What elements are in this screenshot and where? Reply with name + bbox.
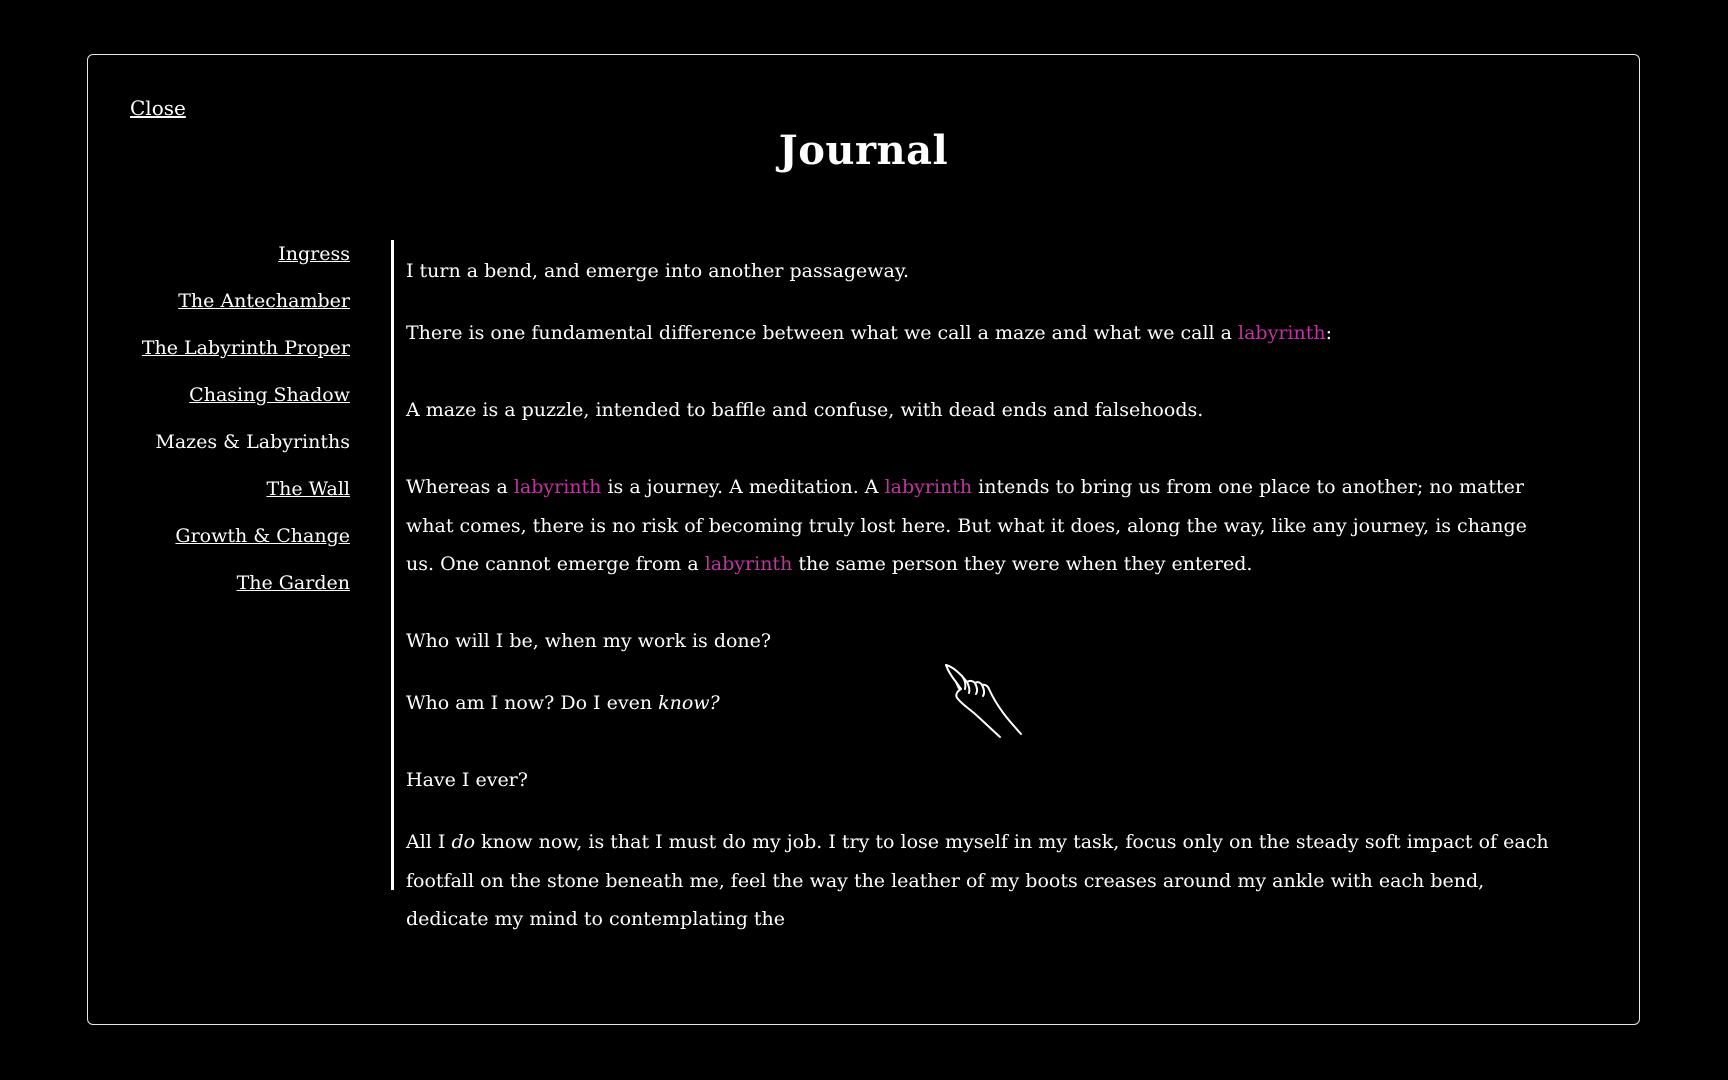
journal-dialog [87,54,1640,1025]
keyword-labyrinth: labyrinth [513,476,602,498]
chapter-nav [88,242,350,618]
chapter-link-ingress[interactable]: Ingress [278,243,350,265]
emphasis: do [451,831,476,853]
journal-paragraph: Who will I be, when my work is done? [406,630,772,652]
journal-entry-text[interactable] [406,240,1556,930]
chapter-link-the-wall[interactable]: The Wall [266,478,350,500]
close-link[interactable]: Close [130,96,186,120]
journal-paragraph: Have I ever? [406,769,528,791]
keyword-labyrinth: labyrinth [884,476,973,498]
keyword-labyrinth: labyrinth [1238,322,1326,344]
chapter-current-mazes-labyrinths: Mazes & Labyrinths [155,431,350,453]
journal-paragraph: A maze is a puzzle, intended to baffle and confuse, with dead ends and falsehoods. [406,399,1204,421]
journal-title: Journal [778,127,949,174]
journal-paragraph: All I do know now, is that I must do my job. I try to lose myself in my task, focus only on the steady soft impact of each footfall on the stone beneath me, feel the way the leather of my boots creases around my ankle with each bend, dedicate my mind to contemplating the [406,831,1549,930]
journal-paragraph: Who am I now? Do I even know? [406,692,720,714]
hand-pointer-icon [943,662,1025,742]
chapter-link-the-garden[interactable]: The Garden [236,572,350,594]
chapter-link-growth-change[interactable]: Growth & Change [175,525,350,547]
emphasis: know? [658,692,720,714]
chapter-link-chasing-shadow[interactable]: Chasing Shadow [189,384,350,406]
journal-paragraph: There is one fundamental difference between what we call a maze and what we call a labyrinth: [406,322,1333,344]
journal-paragraph: Whereas a labyrinth is a journey. A meditation. A labyrinth intends to bring us from one place to another; no matter what comes, there is no risk of becoming truly lost here. But what it does, along the way, like any journey, is change us. One cannot emerge from a labyrinth the same person they were when they entered. [406,476,1527,575]
journal-paragraph: I turn a bend, and emerge into another passageway. [406,260,910,282]
content-divider [391,240,394,890]
chapter-link-antechamber[interactable]: The Antechamber [178,290,350,312]
keyword-labyrinth: labyrinth [704,553,793,575]
chapter-link-labyrinth-proper[interactable]: The Labyrinth Proper [141,337,350,359]
